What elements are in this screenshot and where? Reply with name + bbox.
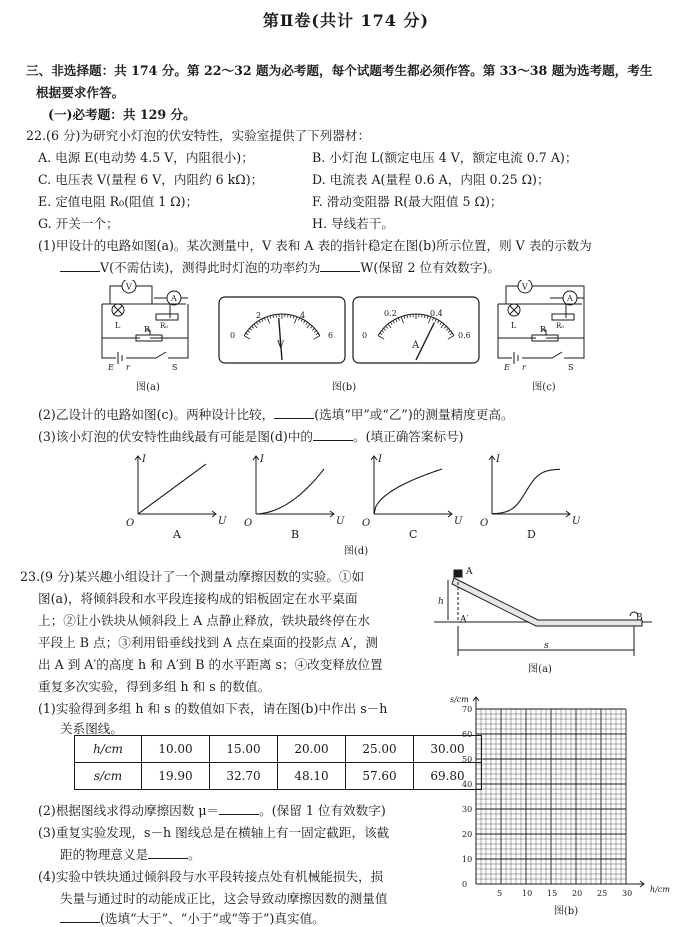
q22-option-g: G. 开关一个； [38,216,119,231]
svg-text:0.6: 0.6 [458,331,471,340]
svg-text:0: 0 [362,331,368,340]
table-cell: 69.80 [414,763,482,790]
u-axis-label: U [336,516,345,527]
table-cell: 30.00 [414,736,482,763]
iv-curve [138,464,206,514]
q22-part3: (3)该小灯泡的伏安特性曲线最有可能是图(d)中的 。(填正确答案标号) [38,429,464,444]
answer-blank-intercept[interactable] [148,846,188,859]
svg-text:L: L [115,321,121,330]
q22-option-d: D. 电流表 A(量程 0.6 A，内阻 0.25 Ω)； [312,172,550,187]
table-header-h: h/cm [75,736,142,763]
ramp-diagram [430,560,656,672]
iv-curve [256,469,324,514]
svg-text:A: A [466,567,473,577]
axes [492,456,570,514]
x-tick-label: 15 [547,889,558,898]
q23-line-6: 重复多次实验，得到多组 h 和 s 的数值。 [38,679,271,694]
circuit-diagram-a [96,280,198,372]
y-tick-label: 20 [462,830,473,839]
table-cell: 19.90 [142,763,210,790]
svg-text:h: h [438,597,444,607]
x-tick-label: 10 [522,889,533,898]
table-cell: 20.00 [278,736,346,763]
svg-text:R: R [540,325,547,334]
iv-curve [374,469,442,514]
svg-text:0.4: 0.4 [430,309,443,318]
aluminum-plate [452,578,642,626]
y-tick-label: 70 [462,705,473,714]
svg-text:A: A [171,294,177,303]
q22-option-a: A. 电源 E(电动势 4.5 V，内阻很小)； [38,150,254,165]
svg-text:R₀: R₀ [556,322,565,330]
y-tick-label: 40 [462,780,473,789]
svg-text:R: R [144,325,151,334]
q22-option-b: B. 小灯泡 L(额定电压 4 V，额定电流 0.7 A)； [312,150,578,165]
answer-blank-curve[interactable] [313,428,353,441]
x-tick-label: 5 [497,889,503,898]
svg-text:V: V [277,340,285,351]
u-axis-label: U [454,516,463,527]
i-axis-label: I [260,454,264,465]
required-heading: (一)必考题：共 129 分。 [48,107,196,122]
figure-b-caption: 图(b) [331,382,357,393]
q23-figure-a-caption: 图(a) [528,664,552,675]
ammeter-dial [352,296,480,364]
q23-line-3: 上；②让小铁块从倾斜段上 A 点静止释放，铁块最终停在水 [38,613,370,628]
table-header-s: s/cm [75,763,142,790]
graph-letter: A [173,528,181,541]
iv-curve [492,469,560,513]
svg-text:6: 6 [328,331,334,340]
q22-option-e: E. 定值电阻 R₀(阻值 1 Ω)； [38,194,199,209]
table-cell: 15.00 [210,736,278,763]
answer-blank-power[interactable] [320,259,360,272]
graph-letter: B [291,528,300,541]
table-cell: 32.70 [210,763,278,790]
answer-blank-compare[interactable] [60,910,100,923]
q23-part1-line1: (1)实验得到多组 h 和 s 的数值如下表，请在图(b)中作出 s－h [38,701,388,716]
origin-label: O [126,518,135,529]
origin-label: O [480,518,489,529]
svg-text:r: r [126,363,130,372]
answer-blank-design[interactable] [274,406,314,419]
svg-text:L: L [511,321,517,330]
q22-option-f: F. 滑动变阻器 R(最大阻值 5 Ω)； [312,194,503,209]
svg-text:0: 0 [230,331,236,340]
origin-label: O [362,518,371,529]
svg-text:0.2: 0.2 [384,309,397,318]
svg-text:V: V [522,282,528,292]
q22-part1-line1: (1)甲设计的电路如图(a)。某次测量中，V 表和 A 表的指针稳定在图(b)所示位置，则 V 表的示数为 [38,238,592,253]
sh-grid-chart [446,690,682,916]
svg-text:A: A [567,294,573,303]
circuit-diagram-c [492,280,594,372]
svg-text:h/cm: h/cm [650,885,670,894]
svg-text:S: S [172,363,178,372]
q22-option-h: H. 导线若干。 [312,216,394,231]
data-table [74,735,482,790]
svg-text:E: E [108,363,114,372]
q23-part3-line2: 距的物理意义是 。 [60,847,201,862]
voltmeter-dial [218,296,346,364]
q22-stem: 22.(6 分)为研究小灯泡的伏安特性，实验室提供了下列器材： [26,128,371,143]
svg-text:s/cm: s/cm [450,695,469,704]
i-axis-label: I [142,454,146,465]
y-tick-label: 30 [462,805,473,814]
x-tick-label: 20 [572,889,583,898]
q23-line-4: 平段上 B 点；③利用铅垂线找到 A 点在桌面的投影点 A′，测 [38,635,378,650]
iv-graph-C [362,454,463,541]
u-axis-label: U [572,516,580,527]
q23-figure-b-caption: 图(b) [553,906,579,917]
q22-part1-line2: V(不需估读)，测得此时灯泡的功率约为 W(保留 2 位有效数字)。 [60,257,500,276]
intro-line-1: 三、非选择题：共 174 分。第 22～32 题为必考题，每个试题考生都必须作答。第 33～38 题为选考题，考生 [26,63,653,78]
q22-part2: (2)乙设计的电路如图(c)。两种设计比较， (选填“甲”或“乙”)的测量精度更高。 [38,407,514,422]
iv-graph-B [244,454,345,541]
svg-text:r: r [522,363,526,372]
q23-line-2: 图(a)，将倾斜段和水平段连接构成的铝板固定在水平桌面 [38,591,358,606]
table-cell: 10.00 [142,736,210,763]
svg-text:R₀: R₀ [160,322,169,330]
x-tick-label: 25 [597,889,608,898]
q23-line-1: 23.(9 分)某兴趣小组设计了一个测量动摩擦因数的实验。①如 [20,569,365,584]
y-tick-label: 60 [462,730,473,739]
y-axis [473,697,479,884]
answer-blank-voltage[interactable] [60,259,100,272]
iron-block [454,570,462,577]
q23-part1-line2: 关系图线。 [60,721,123,736]
q23-part2: (2)根据图线求得动摩擦因数 μ＝ 。(保留 1 位有效数字) [38,803,386,818]
iv-graph-D [480,454,580,541]
q23-part3-line1: (3)重复实验发现，s－h 图线总是在横轴上有一固定截距，该截 [38,825,390,840]
q23-part4-line2: 失量与通过时的动能成正比，这会导致动摩擦因数的测量值 [60,891,388,906]
svg-text:V: V [126,282,132,292]
answer-blank-mu[interactable] [219,802,259,815]
axis-arrows [371,456,452,517]
svg-text:B: B [636,613,643,623]
svg-text:S: S [568,363,574,372]
figure-a-caption: 图(a) [136,382,160,393]
figure-d-caption: 图(d) [343,546,369,557]
axes [374,456,452,514]
axes [256,456,334,514]
i-axis-label: I [378,454,382,465]
svg-text:E: E [504,363,510,372]
svg-text:A: A [412,340,420,351]
svg-text:A′: A′ [460,615,469,625]
y-tick-label: 0 [462,880,468,889]
table-row-s [75,763,482,790]
svg-text:4: 4 [300,311,306,320]
table-row-h [75,736,482,763]
graph-letter: D [527,528,536,541]
y-tick-label: 50 [462,755,473,764]
y-tick-label: 10 [462,855,473,864]
q22-option-c: C. 电压表 V(量程 6 V，内阻约 6 kΩ)； [38,172,264,187]
origin-label: O [244,518,253,529]
q23-line-5: 出 A 到 A′的高度 h 和 A′到 B 的水平距离 s；④改变释放位置 [38,657,383,672]
svg-text:2: 2 [256,311,262,320]
section-title: 第Ⅱ卷(共计 174 分) [262,11,430,30]
svg-text:s: s [544,641,549,651]
u-axis-label: U [218,516,227,527]
intro-line-2: 根据要求作答。 [36,85,125,100]
x-tick-label: 30 [622,889,633,898]
iv-graph-A [126,454,227,541]
figure-c-caption: 图(c) [532,382,556,393]
q23-part4-line1: (4)实验中铁块通过倾斜段与水平段转接点处有机械能损失，损 [38,869,384,884]
table-cell: 25.00 [346,736,414,763]
i-axis-label: I [496,454,500,465]
table-cell: 48.10 [278,763,346,790]
axis-arrows [253,456,334,517]
q23-part4-line3: (选填“大于”、“小于”或“等于”)真实值。 [60,908,325,927]
table-cell: 57.60 [346,763,414,790]
graph-letter: C [409,528,418,541]
